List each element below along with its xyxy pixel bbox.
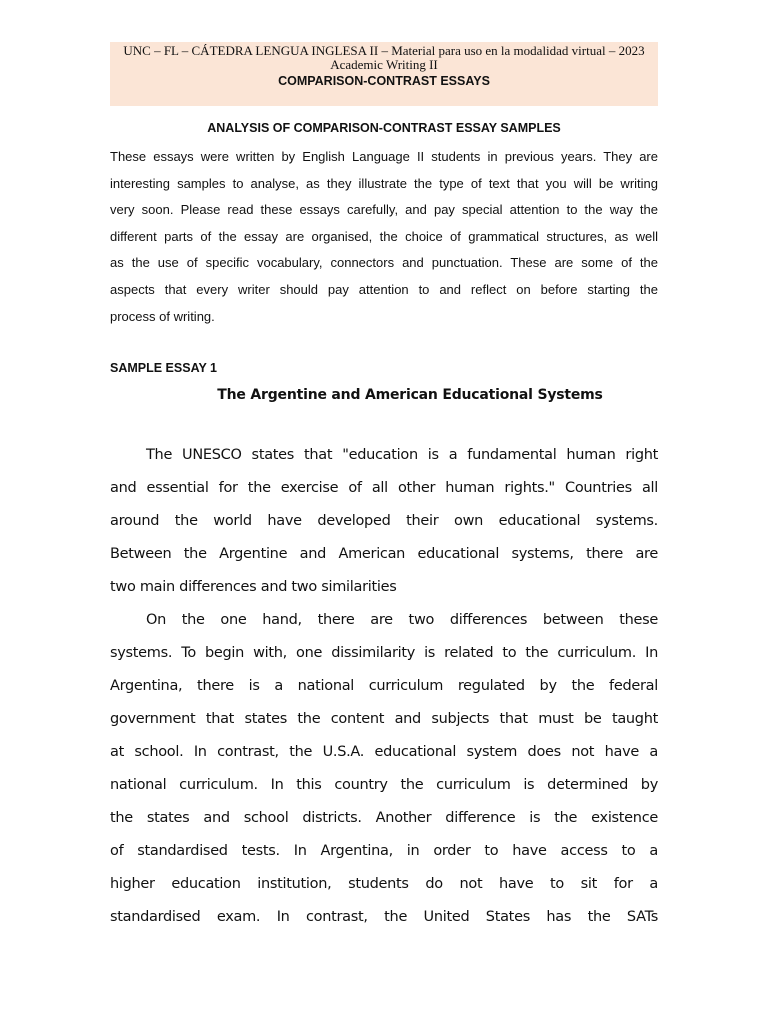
header-course-line: Academic Writing II (330, 57, 438, 72)
essay-line: Argentina, there is a national curriculum regulated by the federal (110, 678, 658, 694)
essay-line: The UNESCO states that "education is a fundamental human right (146, 447, 658, 463)
essay-line: higher education institution, students do not have to sit for a (110, 876, 658, 892)
intro-line: interesting samples to analyse, as they illustrate the type of text that you will be writing (110, 175, 658, 191)
analysis-title: ANALYSIS OF COMPARISON-CONTRAST ESSAY SAMPLES (207, 121, 561, 135)
essay-line: On the one hand, there are two differences between these (146, 612, 658, 628)
essay-line: national curriculum. In this country the curriculum is determined by (110, 777, 658, 793)
essay-line: two main differences and two similarities (110, 579, 397, 595)
intro-paragraph (110, 144, 658, 330)
essay-line: around the world have developed their own educational systems. (110, 513, 658, 529)
essay-body (110, 439, 658, 934)
intro-line: as the use of specific vocabulary, connectors and punctuation. These are some of the (110, 255, 658, 271)
essay-line: Between the Argentine and American educational systems, there are (110, 546, 658, 562)
intro-line: These essays were written by English Language II students in previous years. They are (110, 149, 658, 164)
essay-title: The Argentine and American Educational Systems (217, 387, 603, 403)
intro-line: very soon. Please read these essays carefully, and pay special attention to the way the (110, 202, 658, 218)
essay-line: government that states the content and subjects that must be taught (110, 711, 658, 727)
header-institution-line: UNC – FL – CÁTEDRA LENGUA INGLESA II – Material para uso en la modalidad virtual – 2023 (123, 43, 645, 58)
header-topic-line: COMPARISON-CONTRAST ESSAYS (278, 74, 490, 88)
essay-line: of standardised tests. In Argentina, in order to have access to a (110, 843, 658, 859)
essay-line: standardised exam. In contrast, the United States has the SATs (110, 909, 658, 925)
essay-line: at school. In contrast, the U.S.A. educational system does not have a (110, 744, 658, 760)
sample-essay-label: SAMPLE ESSAY 1 (110, 361, 217, 375)
intro-line: aspects that every writer should pay attention to and reflect on before starting the (110, 281, 658, 297)
essay-line: systems. To begin with, one dissimilarity is related to the curriculum. In (110, 645, 658, 661)
intro-line: process of writing. (110, 308, 215, 324)
intro-line: different parts of the essay are organised, the choice of grammatical structures, as well (110, 228, 658, 244)
document-header (110, 42, 658, 106)
essay-line: the states and school districts. Another difference is the existence (110, 810, 658, 826)
essay-line: and essential for the exercise of all other human rights." Countries all (110, 480, 658, 496)
